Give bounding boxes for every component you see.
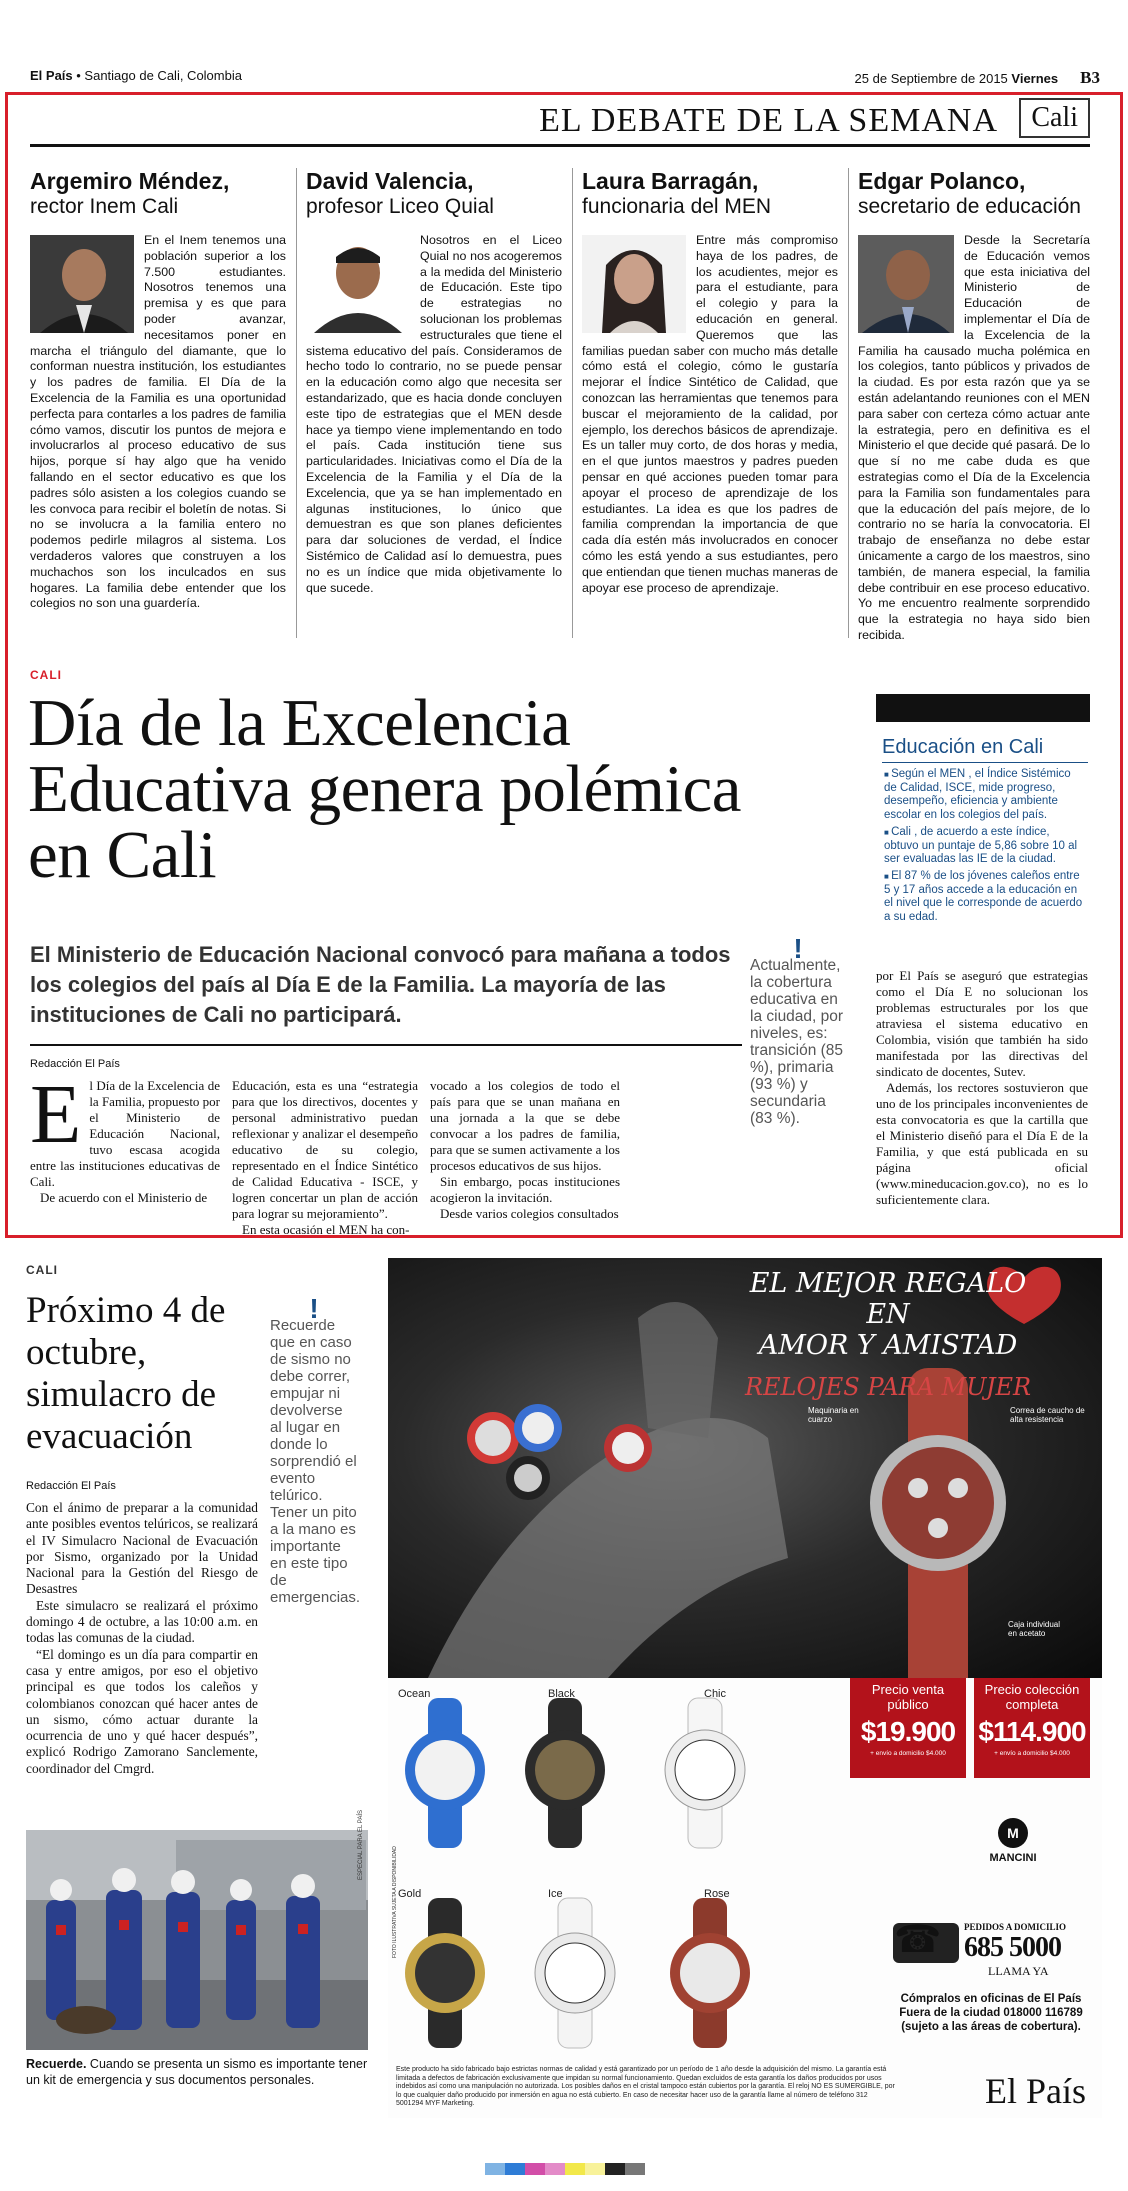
byline: Redacción El País [30, 1058, 120, 1070]
debate-column-1 [30, 168, 286, 612]
watch-name: Rose [704, 1888, 730, 1900]
paragraph: Sin embargo, pocas instituciones acogieron la invitación. [430, 1174, 620, 1205]
warranty-fine-print: Este producto ha sido fabricado bajo estrictas normas de calidad y está garantizado por un período de 1 año desde la adquisición del mismo. La garantía está limitada a defectos de fabricación exclusivamente que impidan su normal funcionamiento. Quedan excluidos de esta garantía los daños producidos por usos indebidos así como una manipulación no autorizada. Los posibles daños en el cristal tampoco están cubiertos por la garantía. El reloj NO ES SUMERGIBLE, por lo que cualquier daño producido por inmersión en agua no está cubierto. En caso de necesitar hacer uso de la garantía llame al número de teléfono 312 5001294 MYF Marketing. [396, 2066, 895, 2107]
paragraph: por El País se aseguró que estrategias como el Día E no solucionan los problemas estructurales por los que atraviesa el sistema educativo en Colombia, visión que también ha sido manifestada por las directivas del sindicato de docentes, Sutev. [876, 968, 1088, 1079]
phone-icon: ☎ [894, 1919, 942, 1961]
article-column-4 [876, 968, 1088, 1208]
paragraph: Este simulacro se realizará el próximo domingo 4 de octubre, a las 10:00 a.m. en todas las comunas de la ciudad. [26, 1597, 258, 1646]
price-box-collection [974, 1678, 1090, 1778]
column-divider [572, 168, 573, 638]
debate-header [30, 96, 1090, 142]
feature-label: Correa de caucho de alta resistencia [1010, 1406, 1085, 1424]
sidebar-item: ■ El 87 % de los jóvenes caleños entre 5 y 17 años accede a la educación en el nivel que le corresponde de acuerdo a su edad. [884, 870, 1084, 924]
ad-headline [728, 1268, 1048, 1401]
paragraph: Con el ánimo de preparar a la comunidad ante posibles eventos telúricos, se realizará el IV Simulacro Nacional de Evacuación por Sismo, organizado por la Unidad Nacional para la Gestión del Riesgo de Desastres [26, 1500, 258, 1597]
speaker-name: Argemiro Méndez, [30, 168, 230, 194]
price-note: + envío a domicilio $4.000 [870, 1750, 946, 1757]
paragraph: vocado a los colegios de todo el país para que se unan mañana en una jornada a la que se debe convocar a los padres de familia, para que se sumen activamente a los procesos educativos de sus hijos. [430, 1078, 620, 1173]
speaker-text: En el Inem tenemos una población superior a los 7.500 estudiantes. Nosotros tenemos una premisa y es que para poder avanzar, necesitamos poner en marcha el triángulo del diamante, que lo conforman nuestra institución, los estudiantes y los padres de familia. El Día de la Excelencia de la Familia es una oportunidad perfecta para contarles a los padres de familia cómo vamos, discutir los puntos de mejora e involucrarlos al proceso educativo de sus hijos, porque sí hay algo que ha venido fallando en el sector educativo es que los padres sólo asisten a los colegios cuando se les convoca para recibir el boletín de notas. Si no se involucra a la familia entero no podemos pedirle milagros al sistema. Los verdaderos valores que construyen a los muchachos son los inculcados en sus hogares. La familia debe entender que los colegios no son una guardería. [30, 233, 286, 611]
section-kicker: CALI [26, 1263, 58, 1277]
callout [270, 1293, 361, 1606]
ad-subheadline: RELOJES PARA MUJER [744, 1373, 1032, 1401]
masthead-location: • Santiago de Cali, Colombia [76, 68, 242, 83]
callout-text: Actualmente, la cobertura educativa en la ciudad, por niveles, es: transición (85 %), primaria (93 %) y secundaria (83 %). [750, 957, 844, 1127]
watch-name: Black [548, 1688, 575, 1700]
column-divider [296, 168, 297, 638]
sidebar-rule [882, 762, 1088, 763]
dek-rule [30, 1044, 742, 1046]
el-pais-logo: El País [984, 2071, 1086, 2111]
brand-name: MANCINI [989, 1852, 1037, 1864]
debate-title: EL DEBATE DE LA SEMANA [539, 102, 998, 139]
price-box-single [850, 1678, 966, 1778]
paragraph: Desde varios colegios consultados [440, 1206, 619, 1221]
callout [750, 933, 846, 1127]
paper-name: El País [30, 68, 73, 83]
purchase-info: Cómpralos en oficinas de El País Fuera de la ciudad 018000 116789 (sujeto a las áreas de cobertura). [899, 1993, 1083, 2033]
price-title: Precio venta público [871, 1682, 945, 1712]
watch-name: Chic [704, 1688, 727, 1700]
section-kicker: CALI [30, 668, 62, 682]
speaker-role: funcionaria del MEN [582, 195, 772, 218]
speaker-role: secretario de educación [858, 195, 1081, 218]
speaker-photo [858, 235, 954, 333]
debate-column-3 [582, 168, 838, 596]
watch-advertisement [388, 1258, 1102, 2118]
feature-label: Caja individual en acetato [1008, 1620, 1061, 1638]
sidebar-header-bar [876, 694, 1090, 722]
caption-text: Cuando se presenta un sismo es importante tener un kit de emergencia y sus documentos personales. [26, 2057, 368, 2087]
debate-column-2 [306, 168, 562, 596]
paragraph: Además, los rectores sostuvieron que uno de los principales inconvenientes de esta convocatoria es que la cartilla que el Ministerio diseñó para el Día E de la Familia, y que está publicada en su página oficial (www.mineducacion.gov.co), no es lo suficientemente clara. [876, 1080, 1088, 1207]
speaker-name: David Valencia, [306, 168, 474, 194]
photo-credit: ESPECIAL PARA EL PAÍS [358, 1809, 364, 1880]
price-title: Precio colección completa [984, 1682, 1080, 1712]
rescue-team-photo [26, 1830, 368, 2050]
second-headline: Próximo 4 de octubre, simulacro de evacuación [26, 1290, 226, 1457]
masthead-date: 25 de Septiembre de 2015 [854, 71, 1008, 86]
speaker-name: Laura Barragán, [582, 168, 759, 194]
ad-headline-line: AMOR Y AMISTAD [758, 1330, 1018, 1361]
ad-hero [388, 1258, 1102, 1678]
article-column-1 [30, 1068, 221, 1206]
speaker-photo [306, 235, 410, 333]
ad-vertical-note: FOTO ILUSTRATIVA SUJETA A DISPONIBILIDAD [392, 1846, 398, 1958]
speaker-photo [582, 235, 686, 333]
speaker-photo [30, 235, 134, 333]
byline: Redacción El País [26, 1480, 116, 1492]
column-divider [848, 168, 849, 638]
masthead-weekday: Viernes [1011, 71, 1059, 86]
phone-number: 685 5000 [964, 1932, 1061, 1963]
phone-cta: LLAMA YA [988, 1964, 1049, 1978]
watch-name: Gold [398, 1888, 422, 1900]
second-article-body [26, 1500, 258, 1777]
debate-rule [30, 144, 1090, 147]
page-number: B3 [1080, 68, 1100, 87]
sidebar-title: Educación en Cali [882, 736, 1044, 758]
speaker-text: Desde la Secretaría de Educación vemos que esta iniciativa del Ministerio de Educación de implementar el Día de la Excelencia de la Familia ha causado mucha polémica en los colegios, tanto públicos y privados de la ciudad. Es por esta razón que ya se están adelantando reuniones con el MEN para saber con certeza cómo actuar ante la estrategia, pero en definitiva es el Ministerio el que decide qué pasará. De lo que sí no me cabe duda es que estrategias como el Día de la Excelencia para la Familia son fundamentales para que la educación del país mejore, de lo contrario no se haría la convocatoria. El trabajo de enseñanza no debe estar únicamente a cargo de los maestros, sino también, de manera especial, la familia debe contribuir en ese proceso educativo. Yo me encuentro realmente sorprendido que la estrategia no haya sido bien recibida. [858, 233, 1090, 642]
debate-column-4 [858, 168, 1090, 644]
paragraph: Educación, esta es una “estrategia para que los directivos, docentes y personal administrativo puedan reflexionar y analizar el desempeño educativo de su colegio, representado en el Índice Sintético de Calidad Educativa - ISCE, y logren concertar un plan de acción para lograr su mejoramiento”. [232, 1078, 418, 1221]
paragraph: De acuerdo con el Ministerio de [40, 1190, 208, 1205]
brand-mark: M [998, 1818, 1028, 1848]
speaker-name: Edgar Polanco, [858, 168, 1026, 194]
article-column-3 [430, 1078, 620, 1222]
main-dek: El Ministerio de Educación Nacional convocó para mañana a todos los colegios del país al Día E de la Familia. La mayoría de las instituciones de Cali no participará. [30, 942, 731, 1027]
watch-name: Ocean [398, 1688, 431, 1700]
sidebar-item: ■ Cali , de acuerdo a este índice, obtuvo un puntaje de 5,86 sobre 10 al ser evaluadas las IE de la ciudad. [884, 826, 1084, 867]
photo-caption [26, 2056, 368, 2088]
sidebar-item: ■ Según el MEN , el Índice Sistémico de Calidad, ISCE, mide progreso, desempeño, eficiencia y ambiente escolar en los colegios del país. [884, 768, 1084, 822]
paragraph: “El domingo es un día para compartir en casa y entre amigos, por eso el objetivo principal es que todos los caleños y colombianos conozcan qué hacer antes de un sismo, cómo actuar durante la ocurrencia de uno y qué hacer después”, explicó Rodrigo Zamorano Sanclemente, coordinador del Cmgrd. [26, 1646, 258, 1776]
article-column-2 [232, 1078, 418, 1238]
caption-lead: Recuerde. [26, 2057, 87, 2071]
phone-label: PEDIDOS A DOMICILIO [964, 1922, 1067, 1932]
brand-logo [968, 1818, 1058, 1864]
masthead [30, 64, 1100, 86]
watch-name: Ice [548, 1888, 563, 1900]
paragraph: En esta ocasión el MEN ha con- [242, 1222, 410, 1237]
paragraph: l Día de la Excelencia de la Familia, propuesto por el Ministerio de Educación Nacional, tuvo escasa acogida entre las instituciones educativas de Cali. [30, 1078, 221, 1189]
price-note: + envío a domicilio $4.000 [994, 1750, 1070, 1757]
ad-headline-line: EL MEJOR REGALO EN [749, 1268, 1027, 1330]
speaker-text: Nosotros en el Liceo Quial no nos acogeremos a la medida del Ministerio de Educación. Este tipo de estrategias no solucionan los problemas estructurales que tiene el sistema educativo del país. Consideramos de hecho todo lo contrario, no se puede pensar en la educación como algo que necesita ser estandarizado, que es hacia donde concluyen este tipo de estrategias que el MEN desde hace ya tiempo viene implementando en todo el país. Cada institución tiene sus particularidades. Iniciativas como el Día de la Excelencia de la Familia y el Día de la Excelencia, que ya se han implementado en algunas instituciones, lo único que demuestran es que son planes deficientes para dar soluciones de verdad, el Índice Sistémico de Calidad así lo demuestra, pues no es un índice que mida objetivamente lo que sucede. [306, 233, 562, 595]
feature-label: Maquinaria en cuarzo [808, 1406, 859, 1424]
alert-icon: ! [309, 1293, 319, 1324]
print-color-strip [485, 2163, 645, 2175]
price-value: $114.900 [978, 1716, 1086, 1747]
dropcap: E [30, 1068, 82, 1161]
debate-tag: Cali [1019, 98, 1090, 138]
speaker-role: profesor Liceo Quial [306, 195, 494, 218]
callout-text: Recuerde que en caso de sismo no debe correr, empujar ni devolverse al lugar en donde lo sorprendió el evento telúrico. Tener un pito a la mano es importante en este tipo de emergencias. [270, 1317, 361, 1606]
alert-icon: ! [793, 933, 803, 964]
main-headline: Día de la Excelencia Educativa genera polémica en Cali [28, 686, 741, 892]
price-value: $19.900 [860, 1716, 956, 1747]
speaker-role: rector Inem Cali [30, 195, 179, 218]
speaker-text: Entre más compromiso haya de los padres, de los acudientes, mejor es para el estudiante, para el colegio y para la educación en general. Queremos que las familias puedan saber con mucho más detalle cómo está el colegio, cómo le gustaría mejorar el Índice Sintético de Calidad, que conozcan las herramientas que tenemos para buscar el mejoramiento de la calidad, por ejemplo, los derechos básicos de aprendizaje. Es un taller muy corto, de dos horas y media, en el que juntos maestros y padres pueden pensar en qué acciones pueden tomar para apoyar el proceso de aprendizaje de los estudiantes. La idea es que los padres de familia comprendan la importancia de que cada día estén más involucrados en conocer cómo les está yendo a sus estudiantes, pero que entiendan que tienen muchas maneras de apoyar ese proceso de aprendizaje. [582, 233, 838, 595]
